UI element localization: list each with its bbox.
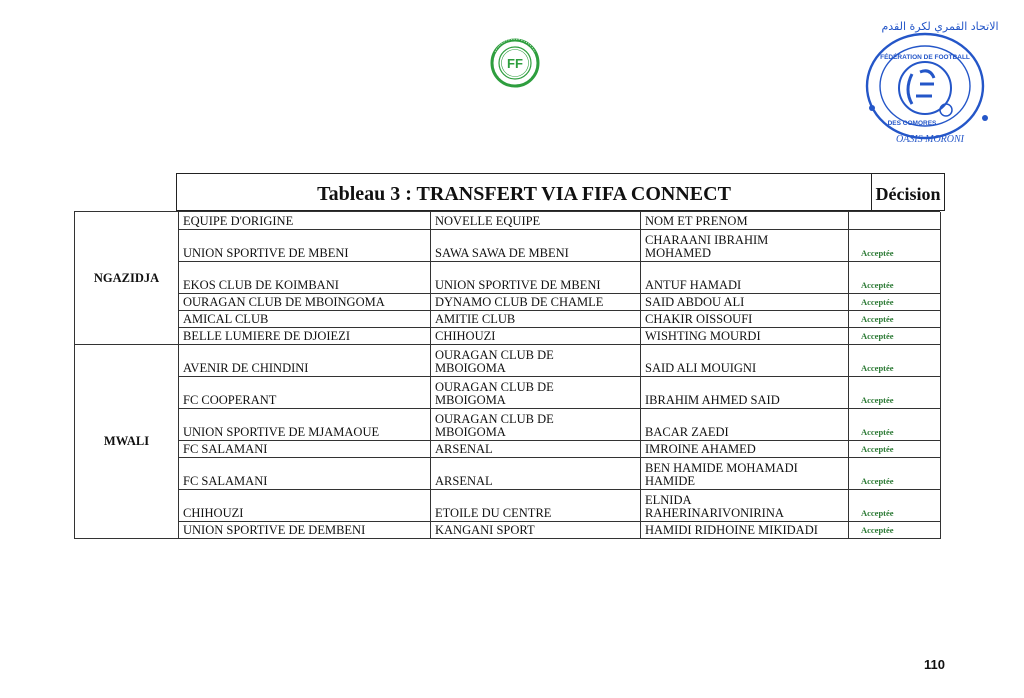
table-cell-origin: AMICAL CLUB <box>179 311 431 328</box>
decision-header: Décision <box>875 184 941 204</box>
status-badge: Acceptée <box>849 311 941 328</box>
table-cell-origin: FC COOPERANT <box>179 377 431 409</box>
column-header-decision <box>849 212 941 230</box>
table-cell-origin: UNION SPORTIVE DE MBENI <box>179 230 431 262</box>
table-cell-new: UNION SPORTIVE DE MBENI <box>431 262 641 294</box>
status-badge: Acceptée <box>849 458 941 490</box>
status-badge: Acceptée <box>849 328 941 345</box>
table-cell-name: IMROINE AHAMED <box>641 441 849 458</box>
table-cell-origin: BELLE LUMIERE DE DJOIEZI <box>179 328 431 345</box>
column-header-origin: EQUIPE D'ORIGINE <box>179 212 431 230</box>
table-cell-name: ELNIDA RAHERINARIVONIRINA <box>641 490 849 522</box>
table-cell-origin: AVENIR DE CHINDINI <box>179 345 431 377</box>
status-badge: Acceptée <box>849 294 941 311</box>
status-badge: Acceptée <box>849 441 941 458</box>
column-header-new: NOVELLE EQUIPE <box>431 212 641 230</box>
table-cell-new: ARSENAL <box>431 441 641 458</box>
official-stamp <box>850 14 1000 154</box>
table-cell-origin: UNION SPORTIVE DE DEMBENI <box>179 522 431 539</box>
stamp-emblem <box>850 14 1000 154</box>
table-cell-new: KANGANI SPORT <box>431 522 641 539</box>
logo-letters: FF <box>507 56 523 71</box>
page-number: 110 <box>924 657 945 672</box>
table-cell-name: BACAR ZAEDI <box>641 409 849 441</box>
federation-logo <box>490 38 540 88</box>
table-cell-name: BEN HAMIDE MOHAMADI HAMIDE <box>641 458 849 490</box>
transfer-table <box>74 211 940 539</box>
table-cell-name: CHARAANI IBRAHIM MOHAMED <box>641 230 849 262</box>
table-cell-origin: CHIHOUZI <box>179 490 431 522</box>
table-cell-origin: EKOS CLUB DE KOIMBANI <box>179 262 431 294</box>
status-badge: Acceptée <box>849 230 941 262</box>
table-title: Tableau 3 : TRANSFERT VIA FIFA CONNECT <box>177 174 872 210</box>
status-badge: Acceptée <box>849 262 941 294</box>
region-mwali: MWALI <box>75 345 179 539</box>
table-cell-new: OURAGAN CLUB DE MBOIGOMA <box>431 377 641 409</box>
region-ngazidja: NGAZIDJA <box>75 212 179 345</box>
table-cell-new: AMITIE CLUB <box>431 311 641 328</box>
table-cell-new: OURAGAN CLUB DE MBOIGOMA <box>431 409 641 441</box>
table-cell-new: SAWA SAWA DE MBENI <box>431 230 641 262</box>
status-badge: Acceptée <box>849 490 941 522</box>
table-cell-name: WISHTING MOURDI <box>641 328 849 345</box>
table-title-bar <box>176 173 945 211</box>
status-badge: Acceptée <box>849 522 941 539</box>
table-cell-origin: FC SALAMANI <box>179 441 431 458</box>
table-cell-new: CHIHOUZI <box>431 328 641 345</box>
table-cell-new: ETOILE DU CENTRE <box>431 490 641 522</box>
status-badge: Acceptée <box>849 409 941 441</box>
stamp-lower-text: DES COMORES <box>887 120 937 127</box>
status-badge: Acceptée <box>849 345 941 377</box>
stamp-ring-text: FÉDÉRATION DE FOOTBALL <box>880 54 970 61</box>
table-cell-origin: OURAGAN CLUB DE MBOINGOMA <box>179 294 431 311</box>
stamp-arabic-text: الاتحاد القمري لكرة القدم <box>881 20 999 33</box>
stamp-city-text: OASIS MORONI <box>895 134 965 145</box>
table-cell-name: IBRAHIM AHMED SAID <box>641 377 849 409</box>
table-cell-origin: UNION SPORTIVE DE MJAMAOUE <box>179 409 431 441</box>
status-badge: Acceptée <box>849 377 941 409</box>
table-cell-name: HAMIDI RIDHOINE MIKIDADI <box>641 522 849 539</box>
table-cell-origin: FC SALAMANI <box>179 458 431 490</box>
table-cell-name: SAID ABDOU ALI <box>641 294 849 311</box>
table-cell-name: CHAKIR OISSOUFI <box>641 311 849 328</box>
table-cell-name: SAID ALI MOUIGNI <box>641 345 849 377</box>
table-cell-name: ANTUF HAMADI <box>641 262 849 294</box>
table-cell-new: DYNAMO CLUB DE CHAMLE <box>431 294 641 311</box>
table-cell-new: ARSENAL <box>431 458 641 490</box>
table-cell-new: OURAGAN CLUB DE MBOIGOMA <box>431 345 641 377</box>
column-header-name: NOM ET PRENOM <box>641 212 849 230</box>
